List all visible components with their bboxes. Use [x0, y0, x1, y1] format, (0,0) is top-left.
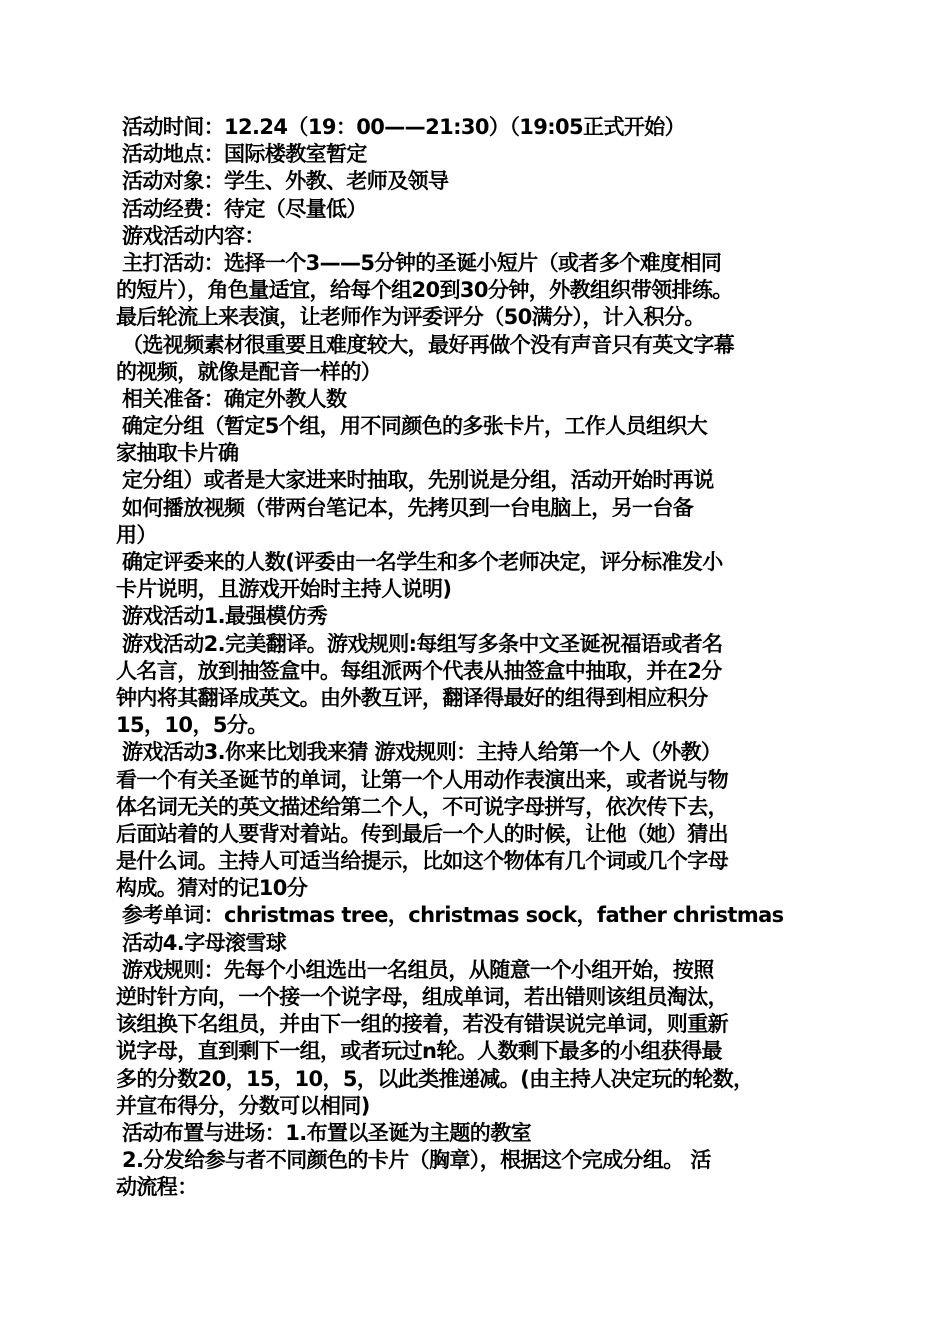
text-line: 并宣布得分，分数可以相同) [116, 1093, 370, 1118]
text-line: 游戏规则：先每个小组选出一名组员，从随意一个小组开始，按照 [122, 957, 714, 982]
text-line: 定分组）或者是大家进来时抽取，先别说是分组，活动开始时再说 [122, 468, 714, 493]
text-line: 的短片），角色量适宜，给每个组20到30分钟，外教组织带领排练。 [116, 278, 733, 303]
text-line: 人名言，放到抽签盒中。每组派两个代表从抽签盒中抽取，并在2分 [116, 658, 722, 683]
document-page [116, 114, 836, 1202]
text-line: 活动布置与进场：1.布置以圣诞为主题的教室 [122, 1120, 531, 1145]
text-line: 活动地点：国际楼教室暂定 [122, 142, 367, 167]
text-line: 确定评委来的人数(评委由一名学生和多个老师决定，评分标准发小 [122, 550, 723, 574]
text-line: 游戏活动2.完美翻译。游戏规则:每组写多条中文圣诞祝福语或者名 [122, 631, 723, 656]
text-line: 的视频，就像是配音一样的） [116, 359, 382, 384]
text-line: 该组换下名组员，并由下一组的接着，若没有错误说完单词，则重新 [116, 1012, 728, 1037]
text-line: 体名词无关的英文描述给第二个人，不可说字母拼写，依次传下去， [116, 794, 728, 819]
text-line: 后面站着的人要背对着站。传到最后一个人的时候，让他（她）猜出 [116, 821, 728, 846]
text-line: 15，10，5分。 [116, 713, 268, 738]
text-line: 用） [116, 522, 157, 547]
text-line: （选视频素材很重要且难度较大，最好再做个没有声音只有英文字幕 [122, 332, 734, 357]
text-line: 2.分发给参与者不同颜色的卡片（胸章），根据这个完成分组。 活 [122, 1148, 711, 1173]
text-line: 确定分组（暂定5个组，用不同颜色的多张卡片，工作人员组织大 [122, 414, 708, 439]
text-line: 活动时间：12.24（19：00——21:30）（19:05正式开始） [122, 115, 686, 139]
text-line: 游戏活动1.最强模仿秀 [122, 604, 327, 629]
text-line: 构成。猜对的记10分 [116, 876, 308, 901]
text-line: 活动4.字母滚雪球 [122, 930, 287, 955]
text-line: 看一个有关圣诞节的单词，让第一个人用动作表演出来，或者说与物 [116, 767, 728, 792]
text-line: 活动经费：待定（尽量低） [122, 196, 367, 221]
text-line: 多的分数20，15，10，5，以此类推递减。(由主持人决定玩的轮数， [116, 1066, 754, 1091]
text-line: 游戏活动3.你来比划我来猜 游戏规则：主持人给第一个人（外教） [122, 740, 722, 765]
text-line: 家抽取卡片确 [116, 441, 239, 466]
text-line: 最后轮流上来表演，让老师作为评委评分（50满分），计入积分。 [116, 305, 705, 330]
text-line: 逆时针方向，一个接一个说字母，组成单词，若出错则该组员淘汰， [116, 985, 728, 1009]
text-line: 卡片说明，且游戏开始时主持人说明) [116, 577, 452, 602]
text-line: 动流程： [116, 1175, 198, 1200]
text-line: 说字母，直到剩下一组，或者玩过n轮。人数剩下最多的小组获得最 [116, 1039, 722, 1064]
text-line: 如何播放视频（带两台笔记本，先拷贝到一台电脑上，另一台备 [122, 495, 694, 520]
text-line: 游戏活动内容： [122, 223, 265, 248]
text-line: 主打活动：选择一个3——5分钟的圣诞小短片（或者多个难度相同 [122, 250, 722, 275]
text-line: 相关准备：确定外教人数 [122, 386, 347, 411]
text-line: 钟内将其翻译成英文。由外教互评，翻译得最好的组得到相应积分 [116, 685, 708, 710]
text-line: 参考单词：christmas tree，christmas sock，father christmas [122, 903, 784, 928]
text-line: 活动对象：学生、外教、老师及领导 [122, 169, 449, 194]
text-line: 是什么词。主持人可适当给提示，比如这个物体有几个词或几个字母 [116, 849, 728, 874]
